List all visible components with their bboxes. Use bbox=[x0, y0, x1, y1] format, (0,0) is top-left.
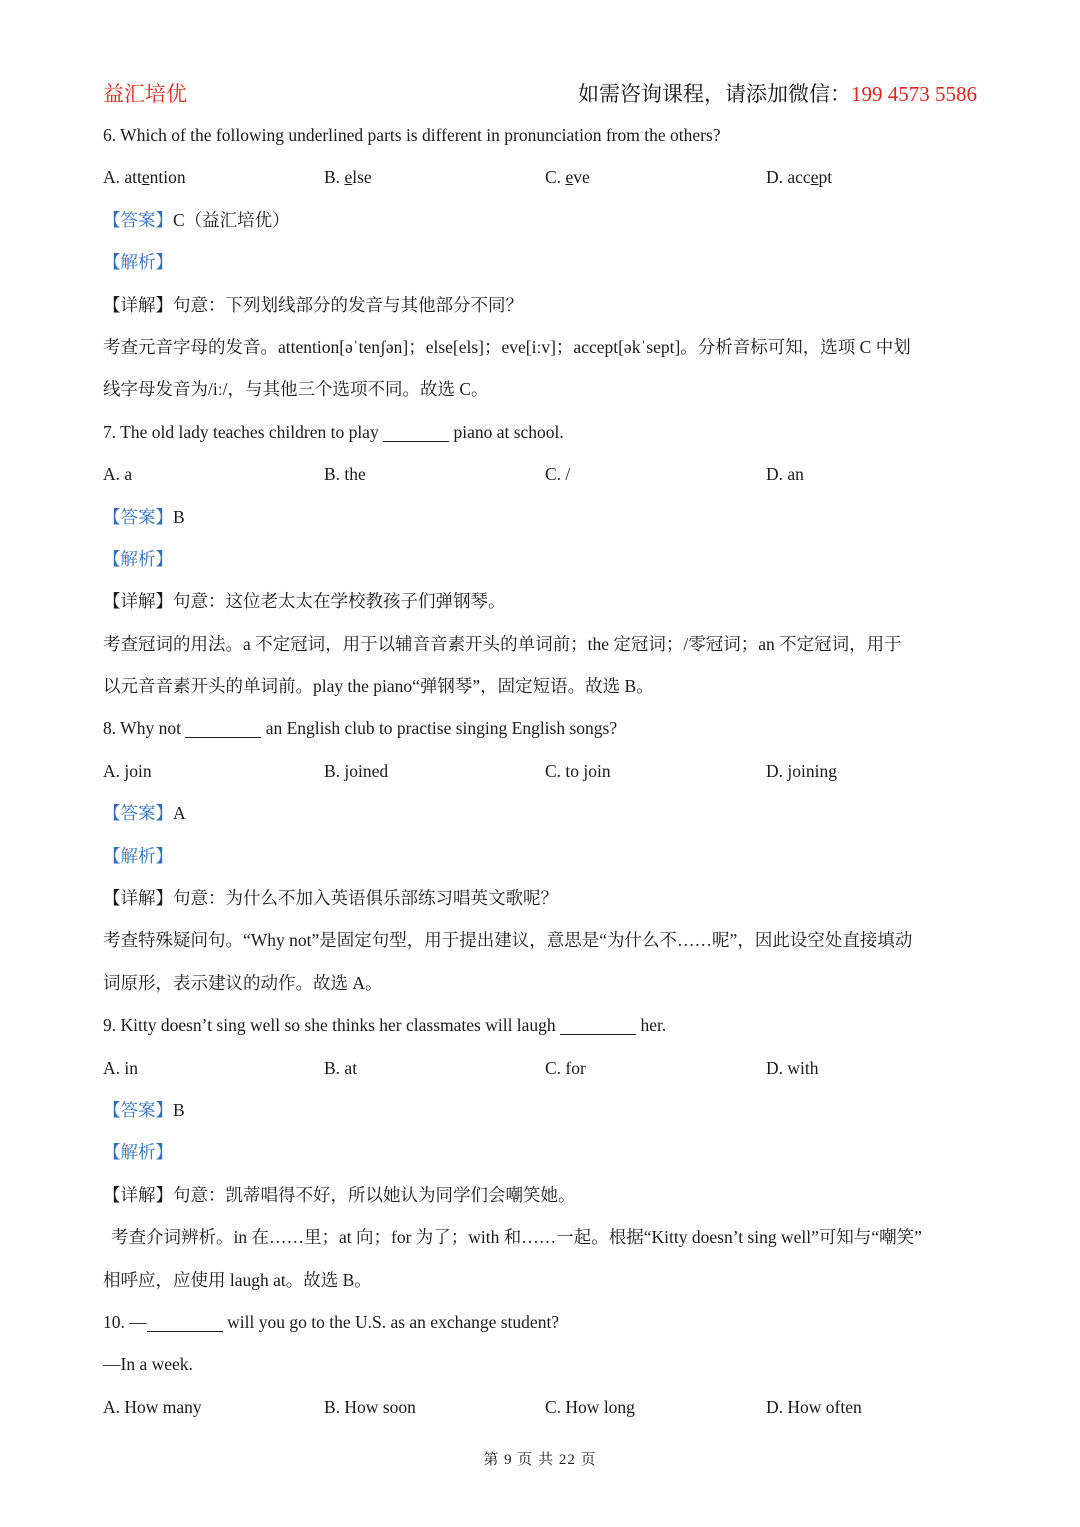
question-7-stem: 7. The old lady teaches children to play piano at school. bbox=[103, 421, 564, 442]
option-a: A. How many bbox=[103, 1396, 202, 1417]
analysis-tag: 【解析】 bbox=[103, 548, 173, 569]
answer-value: B bbox=[173, 1099, 185, 1120]
option-d: D. accept bbox=[766, 167, 833, 188]
explanation-line: 考查介词辨析。in 在……里；at 向；for 为了；with 和……一起。根据“Kitty doesn’t sing well”可知与“嘲笑” bbox=[111, 1227, 922, 1248]
answer-value: B bbox=[173, 506, 185, 527]
question-8-options bbox=[103, 753, 978, 795]
detail-tag: 【详解】 bbox=[103, 1184, 173, 1205]
question-8-stem: 8. Why not an English club to practise singing English songs? bbox=[103, 718, 618, 739]
option-c: C. to join bbox=[545, 760, 611, 781]
detail-line: 【详解】句意：凯蒂唱得不好，所以她认为同学们会嘲笑她。 bbox=[103, 1184, 576, 1205]
answer-line bbox=[103, 1092, 978, 1134]
answer-tag: 【答案】 bbox=[103, 506, 173, 527]
option-a: A. a bbox=[103, 464, 133, 485]
detail-line: 【详解】句意：为什么不加入英语俱乐部练习唱英文歌呢？ bbox=[103, 888, 558, 909]
answer-tag: 【答案】 bbox=[103, 803, 173, 824]
option-c: C. / bbox=[545, 464, 571, 485]
question-6-options bbox=[103, 159, 978, 201]
option-b: B. joined bbox=[324, 760, 389, 781]
answer-line bbox=[103, 795, 978, 837]
analysis-line bbox=[103, 1134, 978, 1176]
detail-line: 【详解】句意：下列划线部分的发音与其他部分不同？ bbox=[103, 294, 523, 315]
question-10-stem: 10. — will you go to the U.S. as an exchange student? bbox=[103, 1311, 560, 1332]
brand-name: 益汇培优 bbox=[103, 82, 187, 106]
answer-blank bbox=[383, 423, 449, 442]
detail-line: 【详解】句意：这位老太太在学校教孩子们弹钢琴。 bbox=[103, 591, 506, 612]
question-10-reply: —In a week. bbox=[103, 1354, 193, 1375]
question-9-stem: 9. Kitty doesn’t sing well so she thinks her classmates will laugh her. bbox=[103, 1015, 667, 1036]
option-a: A. in bbox=[103, 1057, 138, 1078]
option-c: C. for bbox=[545, 1057, 586, 1078]
question-10-options bbox=[103, 1389, 978, 1431]
detail-tag: 【详解】 bbox=[103, 888, 173, 909]
page-header bbox=[103, 78, 977, 110]
explanation-line: 考查元音字母的发音。attention[əˈtenʃən]；else[els]；eve[iːv]；accept[əkˈsept]。分析音标可知，选项 C 中划 bbox=[103, 336, 911, 357]
answer-blank bbox=[185, 719, 261, 738]
explanation-line: 词原形，表示建议的动作。故选 A。 bbox=[103, 972, 383, 993]
option-c: C. How long bbox=[545, 1396, 635, 1417]
analysis-tag: 【解析】 bbox=[103, 252, 173, 273]
document-body bbox=[103, 117, 978, 1431]
option-b: B. at bbox=[324, 1057, 358, 1078]
contact-prefix: 如需咨询课程，请添加微信： bbox=[578, 82, 851, 106]
question-7-options bbox=[103, 456, 978, 498]
answer-line bbox=[103, 202, 978, 244]
contact-info bbox=[578, 78, 977, 108]
answer-tag: 【答案】 bbox=[103, 209, 173, 230]
contact-phone: 199 4573 5586 bbox=[851, 82, 977, 106]
question-9-options bbox=[103, 1050, 978, 1092]
analysis-line bbox=[103, 244, 978, 286]
option-d: D. joining bbox=[766, 760, 837, 781]
answer-value: A bbox=[173, 803, 186, 824]
analysis-line bbox=[103, 838, 978, 880]
analysis-tag: 【解析】 bbox=[103, 845, 173, 866]
answer-line bbox=[103, 499, 978, 541]
option-d: D. an bbox=[766, 464, 804, 485]
option-a: A. join bbox=[103, 760, 152, 781]
option-b: B. How soon bbox=[324, 1396, 416, 1417]
answer-blank bbox=[560, 1016, 636, 1035]
answer-blank bbox=[147, 1313, 223, 1332]
option-c: C. eve bbox=[545, 167, 590, 188]
explanation-line: 相呼应，应使用 laugh at。故选 B。 bbox=[103, 1269, 372, 1290]
answer-tag: 【答案】 bbox=[103, 1099, 173, 1120]
page-number: 第 9 页 共 22 页 bbox=[483, 1452, 597, 1468]
explanation-line: 以元音音素开头的单词前。play the piano“弹钢琴”，固定短语。故选 B。 bbox=[103, 676, 654, 697]
analysis-tag: 【解析】 bbox=[103, 1142, 173, 1163]
explanation-line: 考查冠词的用法。a 不定冠词，用于以辅音音素开头的单词前；the 定冠词；/零冠词；an 不定冠词，用于 bbox=[103, 633, 902, 654]
option-b: B. the bbox=[324, 464, 366, 485]
option-d: D. How often bbox=[766, 1396, 862, 1417]
detail-tag: 【详解】 bbox=[103, 294, 173, 315]
analysis-line bbox=[103, 541, 978, 583]
option-a: A. attention bbox=[103, 167, 186, 188]
detail-tag: 【详解】 bbox=[103, 591, 173, 612]
option-b: B. else bbox=[324, 167, 372, 188]
answer-value: C（益汇培优） bbox=[173, 209, 290, 230]
question-6-stem: 6. Which of the following underlined parts is different in pronunciation from the others? bbox=[103, 125, 721, 145]
option-d: D. with bbox=[766, 1057, 819, 1078]
explanation-line: 线字母发音为/iː/，与其他三个选项不同。故选 C。 bbox=[103, 379, 489, 400]
explanation-line: 考查特殊疑问句。“Why not”是固定句型，用于提出建议，意思是“为什么不……呢”，因此设空处直接填动 bbox=[103, 930, 913, 951]
